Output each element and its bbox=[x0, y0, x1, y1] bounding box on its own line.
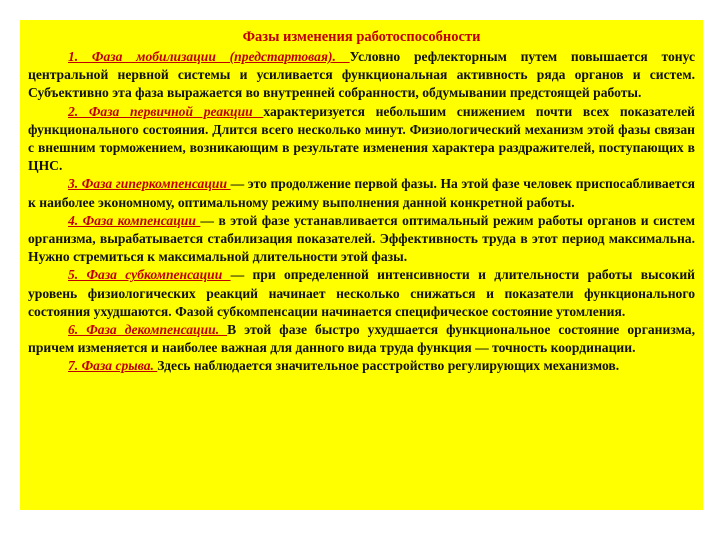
phase-text-2: характеризуется небольшим снижением почти всех показателей функционального состояния. Длится всего несколько минут. Физиологический механизм этой фазы связан с внешним торможением, возникающим в результате изменения характера раздражителей, поступающих в ЦНС. bbox=[28, 103, 695, 174]
phase-text-4: — в этой фазе устанавливается оптимальный режим работы органов и систем организма, вырабатывается стабилизация показателей. Эффективность труда в этот период максимальна. Нужно стремиться к максимальной длительности этой фазы. bbox=[28, 212, 695, 265]
phase-label-2: 2. Фаза первичной реакции bbox=[68, 103, 264, 119]
slide-content-box bbox=[20, 20, 703, 510]
phase-paragraph-1 bbox=[28, 48, 695, 103]
phase-paragraph-4 bbox=[28, 212, 695, 267]
phase-paragraph-2 bbox=[28, 103, 695, 176]
phase-label-4: 4. Фаза компенсации bbox=[68, 212, 201, 228]
phase-label-3: 3. Фаза гиперкомпенсации bbox=[68, 176, 231, 192]
phase-text-5: — при определенной интенсивности и длительности работы высокий уровень физиологических реакций начинает несколько снижаться и показатели функционального состояния ухудшаются. Фазой субкомпенсации начинается специфическое состояние утомления. bbox=[28, 267, 695, 319]
phase-label-7: 7. Фаза срыва. bbox=[68, 358, 158, 374]
phase-text-3: — это продолжение первой фазы. На этой фазе человек приспосабливается к наиболее экономному, оптимальному режиму выполнения данной конкретной работы. bbox=[28, 176, 695, 210]
phase-paragraph-5 bbox=[28, 266, 695, 321]
phase-text-6: В этой фазе быстро ухудшается функциональное состояние организма, причем изменяется и наиболее важная для данного вида труда функция — точность координации. bbox=[28, 322, 695, 356]
phase-paragraph-3 bbox=[28, 175, 695, 211]
phase-label-5: 5. Фаза субкомпенсации bbox=[68, 267, 231, 283]
phase-label-6: 6. Фаза декомпенсации. bbox=[68, 322, 228, 338]
page-title: Фазы изменения работоспособности bbox=[242, 29, 481, 45]
phase-text-7: Здесь наблюдается значительное расстройство регулирующих механизмов. bbox=[157, 358, 620, 374]
phase-paragraph-6 bbox=[28, 321, 695, 357]
phase-label-1: 1. Фаза мобилизации (предстартовая). bbox=[68, 49, 350, 64]
phase-paragraph-7 bbox=[28, 357, 695, 375]
phase-text-1: Условно рефлекторным путем повышается тонус центральной нервной системы и усиливается функциональная активность ряда органов и систем. Субъективно эта фаза выражается во внутренней собранности, обдумывании предстоящей работы. bbox=[28, 49, 695, 101]
